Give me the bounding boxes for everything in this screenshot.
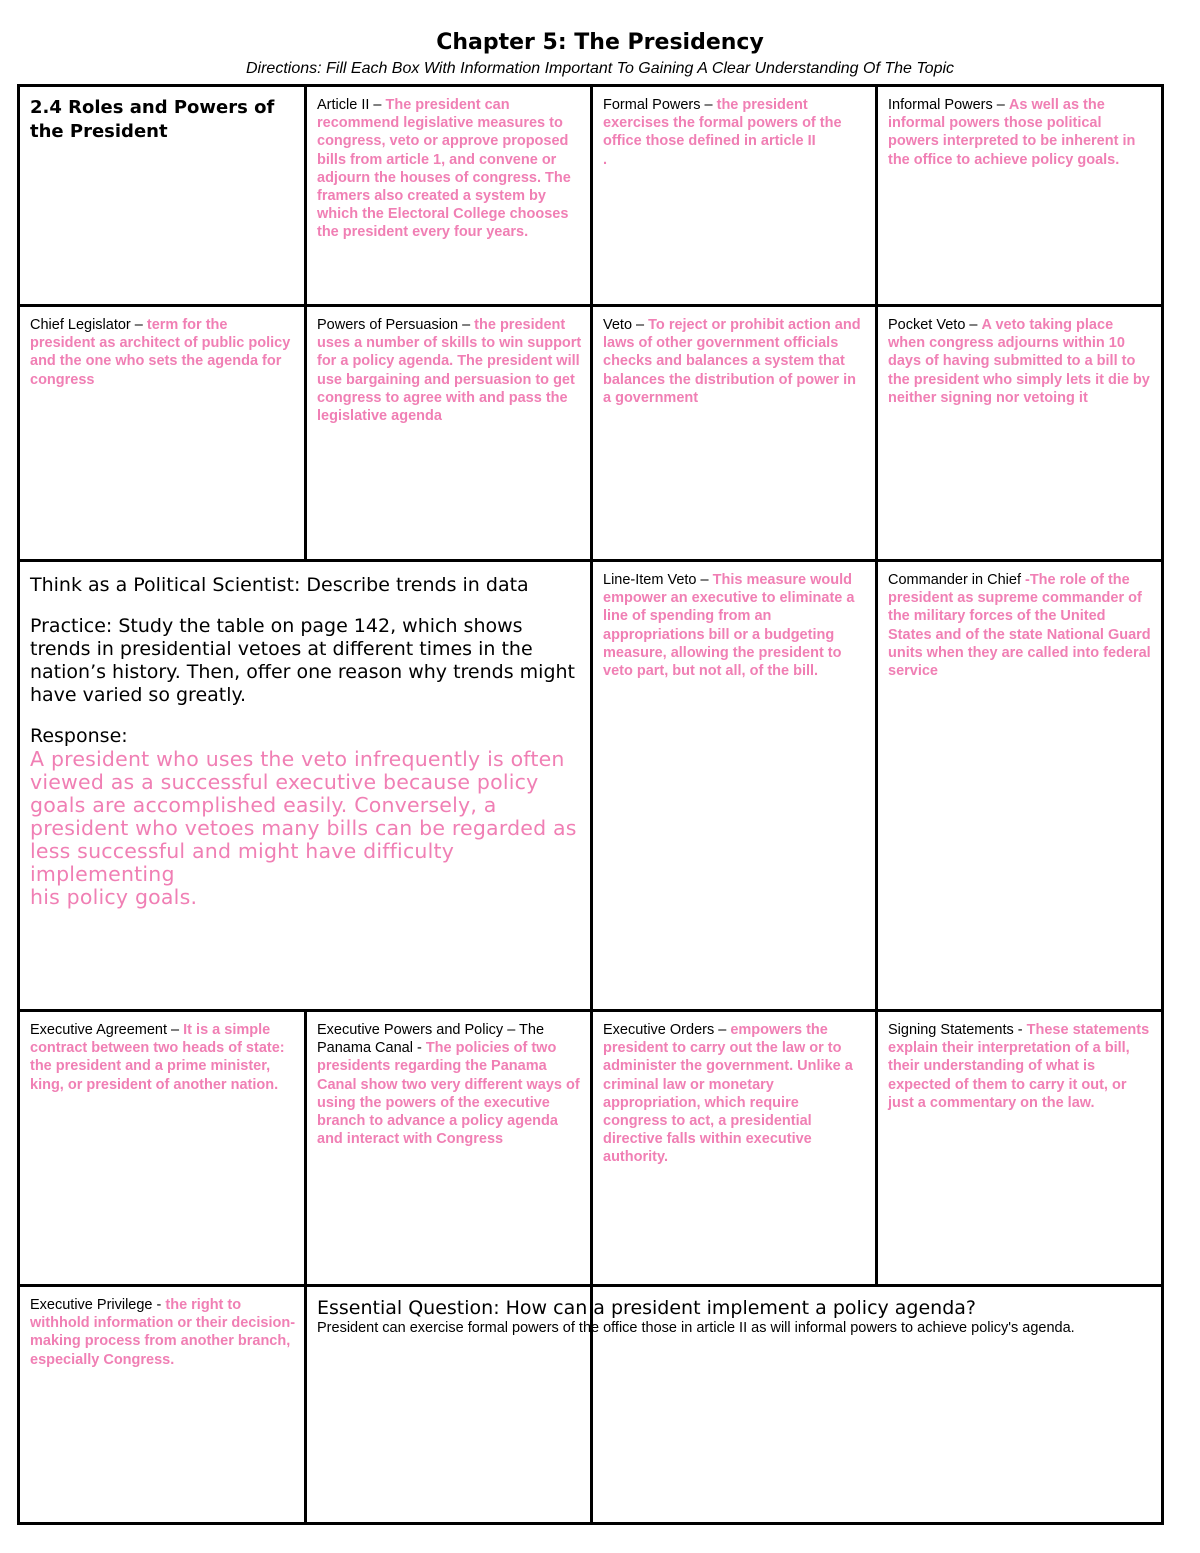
informal-powers-cell — [878, 87, 1161, 304]
cell-answer: To reject or prohibit action and laws of other government officials checks and balances a system that balances the distribution of power in a government — [603, 317, 861, 406]
cell-label: Formal Powers – — [603, 97, 717, 113]
cell-answer: term for the president as architect of public policy and the one who sets the agenda for congress — [30, 317, 291, 388]
organizer-grid — [17, 84, 1164, 1525]
think-heading: Think as a Political Scientist: Describe trends in data — [30, 574, 529, 596]
think-political-scientist-cell — [20, 562, 590, 1009]
article-ii-cell — [307, 87, 590, 304]
cell-label: Informal Powers – — [888, 97, 1009, 113]
essential-question: Essential Question: How can a president implement a policy agenda? — [317, 1297, 977, 1319]
cell-answer: As well as the informal powers those political powers interpreted to be inherent in the office to achieve policy goals. — [888, 97, 1136, 168]
cell-answer: the president exercises the formal powers of the office those defined in article II — [603, 97, 842, 150]
cell-label: Executive Privilege - — [30, 1297, 166, 1313]
cell-answer: -The role of the president as supreme commander of the military forces of the United States and of the state National Guard units when they are called into federal service — [888, 572, 1151, 680]
cell-label: Executive Agreement – — [30, 1022, 184, 1038]
cell-answer: empowers the president to carry out the law or to administer the government. Unlike a criminal law or monetary appropriation, which require congress to act, a presidential directive falls within executive authority. — [603, 1022, 853, 1166]
executive-orders-cell — [593, 1012, 875, 1284]
directions: Directions: Fill Each Box With Information Important To Gaining A Clear Understanding Of The Topic — [245, 60, 955, 77]
cell-label: Line-Item Veto – — [603, 572, 713, 588]
cell-label: Pocket Veto – — [888, 317, 982, 333]
cell-label: Article II – — [317, 97, 386, 113]
cell-label: Executive Orders – — [603, 1022, 731, 1038]
cell-answer: These statements explain their interpretation of a bill, their understanding of what is expected of them to carry it out, or just a commentary on the law. — [888, 1022, 1150, 1111]
section-heading-cell — [20, 87, 304, 304]
essential-question-cell — [307, 1287, 1161, 1523]
cell-answer: the president uses a number of skills to win support for a policy agenda. The president will use bargaining and persuasion to get congress to agree with and pass the legislative agenda — [317, 317, 582, 425]
cell-label: Veto – — [603, 317, 649, 333]
executive-powers-policy-cell — [307, 1012, 590, 1284]
cell-label: Signing Statements - — [888, 1022, 1027, 1038]
veto-cell — [593, 307, 875, 559]
formal-powers-cell — [593, 87, 875, 304]
executive-agreement-cell — [20, 1012, 304, 1284]
chief-legislator-cell — [20, 307, 304, 559]
cell-answer: It is a simple contract between two heads of state: the president and a prime minister, king, or president of another nation. — [30, 1022, 285, 1093]
signing-statements-cell — [878, 1012, 1161, 1284]
essential-answer: President can exercise formal powers of the office those in article II as will informal powers to achieve policy's agenda. — [317, 1320, 1075, 1336]
cell-answer: The president can recommend legislative measures to congress, veto or approve proposed bills from article 1, and convene or adjourn the houses of congress. The framers also created a system by which the Electoral College chooses the president every four years. — [317, 97, 571, 241]
page-title: Chapter 5: The Presidency — [436, 30, 764, 55]
cell-label: Powers of Persuasion – — [317, 317, 475, 333]
cell-label: Commander in Chief — [888, 572, 1025, 588]
cell-answer: the right to withhold information or their decision-making process from another branch, especially Congress. — [30, 1297, 296, 1368]
response-text-end: his policy goals. — [30, 885, 198, 909]
response-text: A president who uses the veto infrequently is often viewed as a successful executive because policy goals are accomplished easily. Conversely, a president who vetoes many bills can be regarded as less successful and might have difficulty implementing — [30, 747, 577, 886]
cell-answer: This measure would empower an executive to eliminate a line of spending from an appropriations bill or a budgeting measure, allowing the president to veto part, but not all, of the bill. — [603, 572, 855, 680]
practice-prompt: Practice: Study the table on page 142, which shows trends in presidential vetoes at different times in the nation’s history. Then, offer one reason why trends might have varied so greatly. — [30, 615, 575, 706]
cell-label: Chief Legislator – — [30, 317, 147, 333]
cell-label: Executive Powers and Policy – The Panama Canal - — [317, 1022, 545, 1057]
cell-answer: The policies of two presidents regarding the Panama Canal show two very different ways of using the powers of the executive branch to advance a policy agenda and interact with Congress — [317, 1040, 580, 1148]
line-item-veto-cell — [593, 562, 875, 1009]
response-label: Response: — [30, 725, 128, 747]
executive-privilege-cell — [20, 1287, 304, 1523]
cell-answer: A veto taking place when congress adjourns within 10 days of having submitted to a bill to the president who simply lets it die by neither signing nor vetoing it — [888, 317, 1150, 406]
powers-of-persuasion-cell — [307, 307, 590, 559]
pocket-veto-cell — [878, 307, 1161, 559]
commander-in-chief-cell — [878, 562, 1161, 1009]
section-heading: 2.4 Roles and Powers of the President — [30, 97, 275, 142]
cell-answer-extra: . — [603, 151, 608, 168]
